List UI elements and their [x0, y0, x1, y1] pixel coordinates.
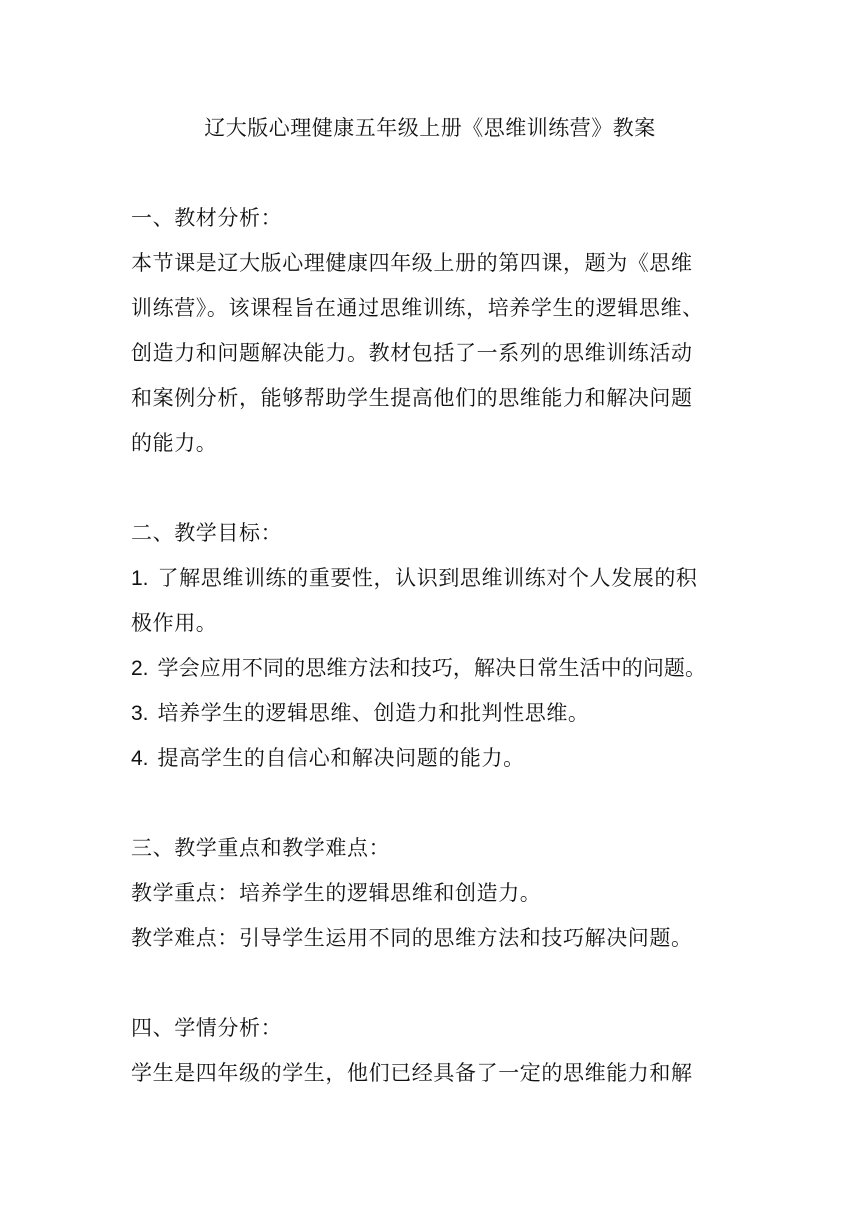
- list-item: [131, 697, 590, 730]
- paragraph-line: 的能力。: [131, 431, 218, 455]
- list-item: [131, 742, 525, 775]
- list-item-text: 了解思维训练的重要性，认识到思维训练对个人发展的积: [157, 566, 698, 590]
- section-heading-student-analysis: 四、学情分析：: [131, 1016, 283, 1040]
- paragraph-line: 和案例分析，能够帮助学生提高他们的思维能力和解决问题: [131, 386, 693, 410]
- paragraph-line: 创造力和问题解决能力。教材包括了一系列的思维训练活动: [131, 341, 693, 365]
- list-item: [131, 562, 698, 595]
- list-item-number: 1.: [131, 567, 149, 590]
- list-item-number: 4.: [131, 747, 149, 770]
- list-item-number: 3.: [131, 702, 149, 725]
- list-item-number: 2.: [131, 657, 149, 680]
- list-item-text: 极作用。: [131, 611, 218, 635]
- list-item-text: 提高学生的自信心和解决问题的能力。: [157, 746, 525, 770]
- list-item-text: 学会应用不同的思维方法和技巧，解决日常生活中的问题。: [157, 656, 707, 680]
- section-heading-teaching-goals: 二、教学目标：: [131, 521, 283, 545]
- list-item-text: 培养学生的逻辑思维、创造力和批判性思维。: [157, 701, 590, 725]
- paragraph-line: 学生是四年级的学生，他们已经具备了一定的思维能力和解: [131, 1061, 693, 1085]
- document-title: 辽大版心理健康五年级上册《思维训练营》教案: [204, 116, 656, 140]
- section-heading-key-points: 三、教学重点和教学难点：: [131, 836, 391, 860]
- section-heading-textbook-analysis: 一、教材分析：: [131, 206, 283, 230]
- paragraph-line: 本节课是辽大版心理健康四年级上册的第四课，题为《思维: [131, 251, 693, 275]
- paragraph-line: 教学重点：培养学生的逻辑思维和创造力。: [131, 881, 542, 905]
- list-item-continuation: [131, 607, 217, 639]
- paragraph-line: 训练营》。该课程旨在通过思维训练，培养学生的逻辑思维、: [131, 296, 704, 320]
- list-item: [131, 652, 706, 685]
- paragraph-line: 教学难点：引导学生运用不同的思维方法和技巧解决问题。: [131, 926, 693, 950]
